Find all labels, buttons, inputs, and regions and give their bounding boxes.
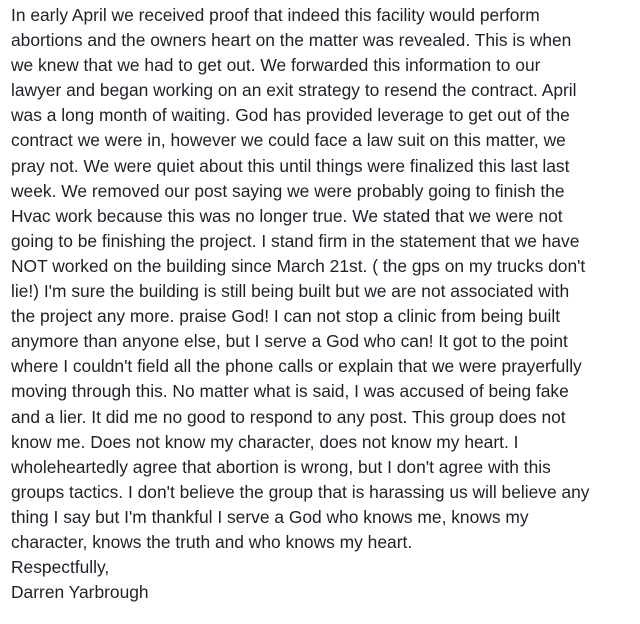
post-line: lie!) I'm sure the building is still being built but we are not associated with bbox=[11, 281, 570, 302]
post-line: was a long month of waiting. God has provided leverage to get out of the bbox=[11, 105, 570, 126]
post-line: know me. Does not know my character, does not know my heart. I bbox=[11, 431, 519, 452]
post-line: thing I say but I'm thankful I serve a God who knows me, knows my bbox=[11, 506, 529, 527]
post-line: moving through this. No matter what is said, I was accused of being fake bbox=[11, 381, 569, 402]
post-line: going to be finishing the project. I stand firm in the statement that we have bbox=[11, 230, 580, 251]
post-line: and a lier. It did me no good to respond to any post. This group does not bbox=[11, 406, 566, 427]
post-line: wholeheartedly agree that abortion is wrong, but I don't agree with this bbox=[11, 456, 551, 477]
post-body bbox=[11, 3, 637, 605]
post-line: In early April we received proof that indeed this facility would perform bbox=[11, 5, 540, 25]
post-line: groups tactics. I don't believe the group that is harassing us will believe any bbox=[11, 481, 590, 502]
post-line: the project any more. praise God! I can not stop a clinic from being built bbox=[11, 306, 561, 327]
post-line: anymore than anyone else, but I serve a God who can! It got to the point bbox=[11, 331, 568, 352]
post-line: lawyer and began working on an exit strategy to resend the contract. April bbox=[11, 80, 577, 101]
post-line: character, knows the truth and who knows my heart. bbox=[11, 531, 413, 552]
post-line: we knew that we had to get out. We forwarded this information to our bbox=[11, 55, 541, 76]
post-line: week. We removed our post saying we were probably going to finish the bbox=[11, 180, 565, 201]
post-line: pray not. We were quiet about this until things were finalized this last last bbox=[11, 155, 570, 176]
post-closing: Respectfully, bbox=[11, 557, 110, 578]
post-line: Hvac work because this was no longer true. We stated that we were not bbox=[11, 205, 563, 226]
post-signature: Darren Yarbrough bbox=[11, 582, 149, 603]
post-line: abortions and the owners heart on the matter was revealed. This is when bbox=[11, 30, 572, 51]
post-line: where I couldn't field all the phone calls or explain that we were prayerfully bbox=[11, 356, 582, 377]
post-line: contract we were in, however we could face a law suit on this matter, we bbox=[11, 130, 566, 151]
post-line: NOT worked on the building since March 21st. ( the gps on my trucks don't bbox=[11, 255, 586, 276]
